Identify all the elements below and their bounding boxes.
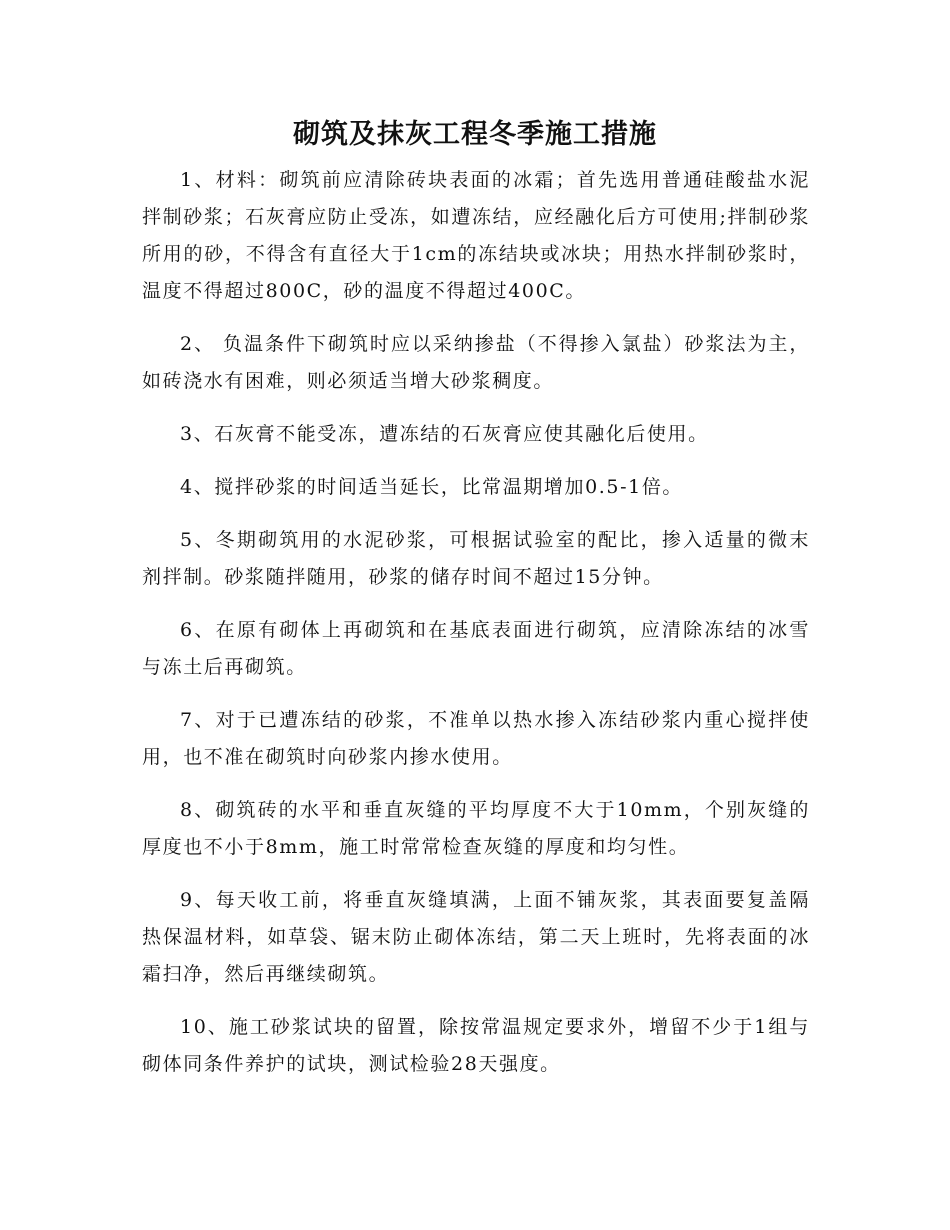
paragraph-9: 9、每天收工前，将垂直灰缝填满，上面不铺灰浆，其表面要复盖隔热保温材料，如草袋、锯末防止砌体冻结，第二天上班时，先将表面的冰霜扫净，然后再继续砌筑。 [142,889,810,985]
document-title: 砌筑及抹灰工程冬季施工措施 [293,119,657,150]
paragraph-6: 6、在原有砌体上再砌筑和在基底表面进行砌筑，应清除冻结的冰雪与冻土后再砌筑。 [142,619,810,678]
document-body [142,162,810,1099]
paragraph-10: 10、施工砂浆试块的留置，除按常温规定要求外，增留不少于1组与砌体同条件养护的试块，测试检验28天强度。 [142,1016,810,1075]
paragraph-4: 4、搅拌砂浆的时间适当延长，比常温期增加0.5-1倍。 [180,476,684,498]
paragraph-8: 8、砌筑砖的水平和垂直灰缝的平均厚度不大于10mm，个别灰缝的厚度也不小于8mm，施工时常常检查灰缝的厚度和均匀性。 [142,799,810,858]
paragraph-7: 7、对于已遭冻结的砂浆，不准单以热水掺入冻结砂浆内重心搅拌使用，也不准在砌筑时向砂浆内掺水使用。 [142,709,810,768]
paragraph-5: 5、冬期砌筑用的水泥砂浆，可根据试验室的配比，掺入适量的微末剂拌制。砂浆随拌随用，砂浆的储存时间不超过15分钟。 [142,529,810,588]
paragraph-1: 1、材料：砌筑前应清除砖块表面的冰霜；首先选用普通硅酸盐水泥拌制砂浆；石灰膏应防止受冻，如遭冻结，应经融化后方可使用;拌制砂浆所用的砂，不得含有直径大于1cm的冻结块或冰块；用热水拌制砂浆时，温度不得超过800C，砂的温度不得超过400C。 [142,169,810,302]
paragraph-2: 2、 负温条件下砌筑时应以采纳掺盐（不得掺入氯盐）砂浆法为主，如砖浇水有困难，则必须适当增大砂浆稠度。 [142,333,810,392]
paragraph-3: 3、石灰膏不能受冻，遭冻结的石灰膏应使其融化后使用。 [180,423,709,445]
